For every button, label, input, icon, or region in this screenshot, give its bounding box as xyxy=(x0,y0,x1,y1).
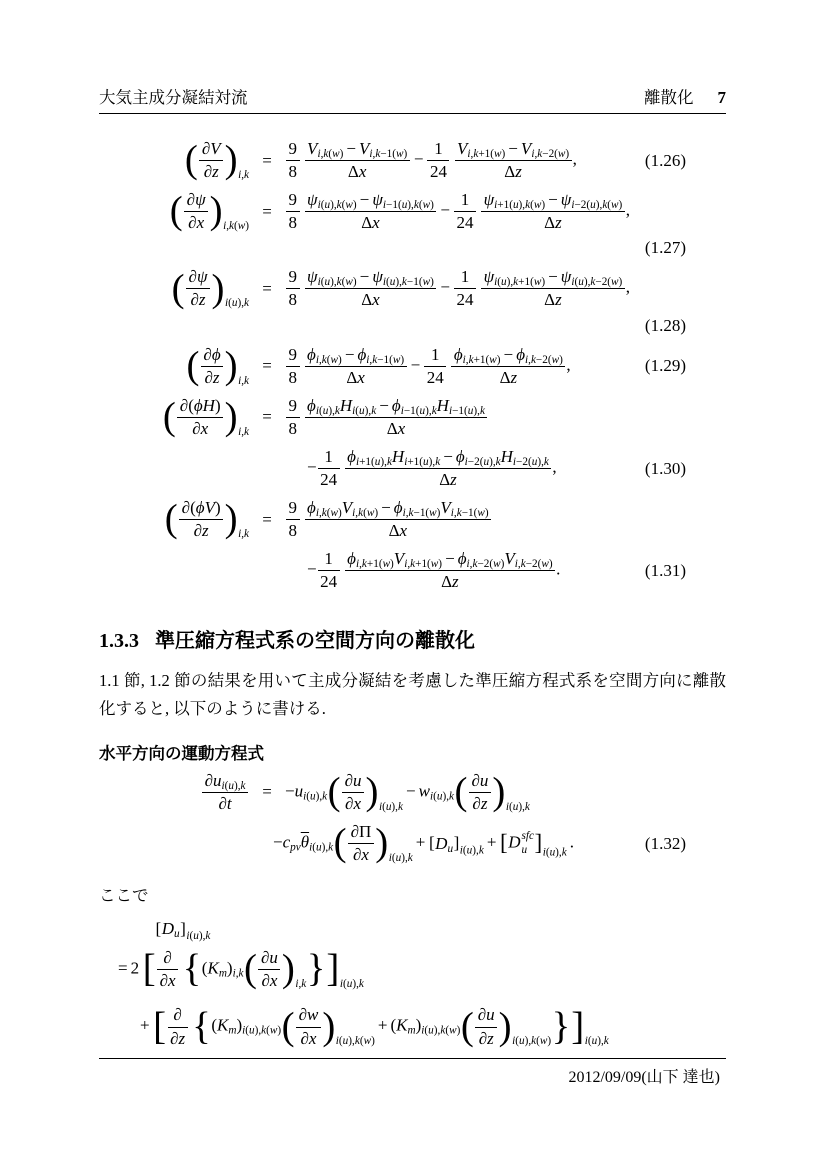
equals-sign: = xyxy=(262,150,272,170)
equation-number: (1.29) xyxy=(644,356,686,376)
equation-1-32-line1 xyxy=(99,770,726,815)
equation-lhs: $\frac{\partial u_{i(u),k}}{\partial t}$ xyxy=(201,770,249,815)
section-title: 準圧縮方程式系の空間方向の離散化 xyxy=(155,629,475,652)
equals-sign: = xyxy=(262,509,272,529)
header-rule xyxy=(99,113,726,114)
du-expansion-line2: = 2 [ ∂ ∂x { $(K_m)_{i,k}$ ( $\frac{\partial u}{\partial x}$ ) $_{i,k}$ } ] $_{i(u),k}$ xyxy=(118,947,726,992)
equation-rhs: $\frac{9}{8}$ $\frac{\psi_{i(u),k(w)} - \psi_{i-1(u),k(w)}}{\Delta x}$ − $\frac{1}{24}$ $\frac{\psi_{i+1(u),k(w)} - \psi_{i-2(u),k(w)}}{\Delta z}$ , xyxy=(285,189,632,234)
equation-1-32-block xyxy=(99,770,726,866)
equals-sign: = xyxy=(262,201,272,221)
equation-rhs: − $\frac{1}{24}$ $\phi_{i+1(u),k}H_{i+1(u),k} - \phi_{i-2(u),k}H_{i-2(u),k}$ Δz , xyxy=(307,446,632,491)
equals-sign: = xyxy=(262,278,272,298)
equation-1-30-line1 xyxy=(99,395,726,440)
equation-number: (1.31) xyxy=(644,560,686,580)
running-head xyxy=(99,84,726,108)
equation-rhs: − $\frac{1}{24}$ $\frac{\phi_{i,k+1(w)}V_{i,k+1(w)} - \phi_{i,k-2(w)}V_{i,k-2(w)}}{\Delta z}$ . xyxy=(307,548,632,593)
equation-number: (1.32) xyxy=(644,833,686,853)
connective-text: ここで xyxy=(99,886,149,906)
equation-number: (1.27) xyxy=(644,238,686,258)
running-head-section-title: 離散化 xyxy=(644,89,694,107)
section-heading xyxy=(99,624,726,653)
subheading-horizontal-momentum: 水平方向の運動方程式 xyxy=(99,744,264,763)
equation-rhs: $\frac{9}{8}$ $\frac{\phi_{i,k(w)}V_{i,k(w)} - \phi_{i,k-1(w)}V_{i,k-1(w)}}{\Delta x}$ xyxy=(285,497,632,542)
equation-rhs: $\frac{9}{8}$ $\frac{V_{i,k(w)} - V_{i,k-1(w)}}{\Delta x}$ − $\frac{1}{24}$ $\frac{V_{i,k+1(w)} - V_{i,k-2(w)}}{\Delta z}$ , xyxy=(285,138,632,183)
equation-lhs: ( $\frac{\partial(\phi H)}{\partial x}$ ) $_{i,k}$ xyxy=(162,395,249,440)
equation-lhs: ( $\frac{\partial\phi}{\partial z}$ ) $_{i,k}$ xyxy=(186,344,249,389)
page-footer xyxy=(99,1058,726,1087)
du-expansion-line1: [ $D_u$ ] $_{i(u),k}$ xyxy=(155,919,211,943)
equation-1-32-line2 xyxy=(99,821,726,866)
equation-lhs: ( $\frac{\partial(\phi V)}{\partial z}$ ) $_{i,k}$ xyxy=(164,497,249,542)
equation-1-27 xyxy=(99,189,726,234)
equation-rhs: $-u_{i(u),k}$ ( $\frac{\partial u}{\partial x}$ ) $_{i(u),k}- w_{i(u),k}$ ( $\frac{\partial u}{\partial z}$ ) $_{i(u),k}$ xyxy=(285,770,632,815)
equation-number: (1.26) xyxy=(644,150,686,170)
equation-lhs: ( $\frac{\partial\psi}{\partial x}$ ) $_{i,k(w)}$ xyxy=(169,189,249,234)
du-expansion-line3: + [ ∂ ∂z { $(K_m)_{i(u),k(w)}$ ( $\frac{\partial w}{\partial x}$ ) $_{i(u),k(w)}+ (K_m)_{i(u),k(w)}$ ( $\frac{\partial u}{\partial z}$ ) $_{i(u),k(w)}$ } ] $_{i(u),k}$ xyxy=(140,1004,726,1049)
running-head-left: 大気主成分凝結対流 xyxy=(99,89,248,107)
running-head-right xyxy=(644,84,726,108)
footer-rule xyxy=(99,1058,726,1059)
equals-sign: = xyxy=(262,407,272,427)
equation-rhs: $\frac{9}{8}$ $\phi_{i(u),k}H_{i(u),k} - \phi_{i-1(u),k}H_{i-1(u),k}$ Δx xyxy=(285,395,632,440)
footer-date-author: 2012/09/09(山下 達也) xyxy=(568,1069,720,1086)
equation-rhs: $\frac{9}{8}$ $\frac{\phi_{i,k(w)} - \phi_{i,k-1(w)}}{\Delta x}$ − $\frac{1}{24}$ $\frac{\phi_{i,k+1(w)} - \phi_{i,k-2(w)}}{\Delta z}$ , xyxy=(285,344,632,389)
body-paragraph: 1.1 節, 1.2 節の結果を用いて主成分凝結を考慮した準圧縮方程式系を空間方向に離散化すると, 以下のように書ける. xyxy=(99,670,726,718)
equals-sign: = xyxy=(262,356,272,376)
equation-1-30-line2 xyxy=(99,446,726,491)
equation-number: (1.28) xyxy=(644,315,686,335)
equation-lhs: ( $\frac{\partial\psi}{\partial z}$ ) $_{i(u),k}$ xyxy=(171,266,249,311)
page-number: 7 xyxy=(717,88,726,107)
equation-1-31-line2 xyxy=(99,548,726,593)
equation-1-31-line1 xyxy=(99,497,726,542)
equation-1-28 xyxy=(99,266,726,311)
equation-group-1 xyxy=(99,138,726,594)
equation-rhs: $\frac{9}{8}$ $\frac{\psi_{i(u),k(w)} - \psi_{i(u),k-1(w)}}{\Delta x}$ − $\frac{1}{24}$ $\frac{\psi_{i(u),k+1(w)} - \psi_{i(u),k-2(w)}}{\Delta z}$ , xyxy=(285,266,632,311)
equation-1-29 xyxy=(99,344,726,389)
equation-1-26 xyxy=(99,138,726,183)
equals-sign: = xyxy=(262,782,272,802)
equation-number: (1.30) xyxy=(644,458,686,478)
du-expansion-equation xyxy=(99,918,726,1049)
section-number: 1.3.3 xyxy=(99,629,139,652)
equation-lhs: ( $\frac{\partial V}{\partial z}$ ) $_{i,k}$ xyxy=(184,138,249,183)
equation-rhs: $-c_{pv}\overline{\theta}_{i(u),k}$ ( $\frac{\partial\Pi}{\partial x}$ ) $_{i(u),k}$+ [ $D_u$ ] $_{i(u),k}$ + [ D sfc u ] $_{i(u),k}$. xyxy=(273,821,632,866)
